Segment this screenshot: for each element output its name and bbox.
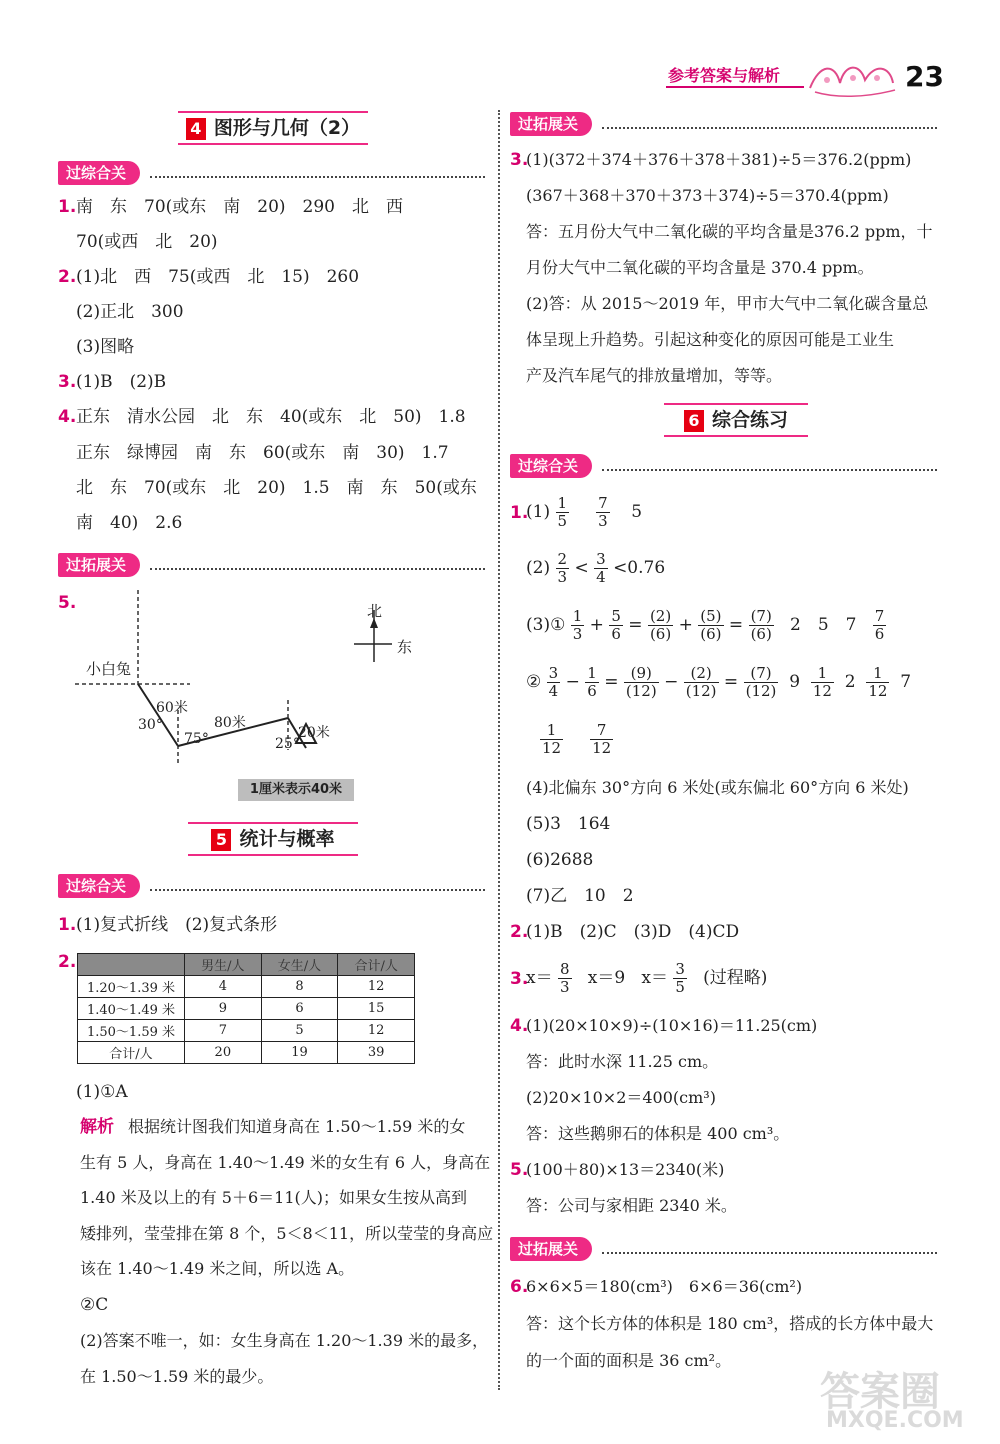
table-row — [78, 1042, 415, 1064]
fraction: $\frac{(2)}{(12)}$ — [685, 664, 717, 700]
r-q3-line6: 体呈现上升趋势。引起这种变化的原因可能是工业生 — [526, 330, 895, 349]
s1-number: 1. — [58, 915, 77, 935]
table-cell: 19 — [261, 1042, 338, 1064]
table-row — [78, 976, 415, 998]
c6-line3: 的一个面的面积是 36 cm²。 — [526, 1351, 732, 1370]
height-table — [77, 953, 415, 1064]
c1-part3-prefix: (3)① — [526, 615, 566, 635]
c1-part2-value: <0.76 — [613, 558, 666, 578]
section-4-title — [178, 111, 368, 145]
fraction: $\frac{1}{5}$ — [557, 494, 568, 530]
s2-answer-c2: 在 1.50～1.59 米的最少。 — [80, 1367, 274, 1386]
c1-part6: (5)3 164 — [526, 814, 611, 834]
c1-number: 1. — [510, 503, 529, 523]
diagram-seg1-label: 60米 — [156, 700, 188, 716]
table-header: 女生/人 — [261, 954, 338, 976]
analysis-line1: 根据统计图我们知道身高在 1.50～1.59 米的女 — [128, 1117, 466, 1136]
column-divider — [498, 110, 500, 1390]
diagram-angle1-label: 30° — [138, 717, 163, 733]
tag-guozonghe-2: 过综合关 — [58, 874, 140, 898]
table-cell: 1.40～1.49 米 — [78, 998, 185, 1020]
r-q3-line2: (367＋368＋370＋373＋374)÷5＝370.4(ppm) — [526, 186, 889, 205]
table-cell: 合计/人 — [78, 1042, 185, 1064]
fraction: $\frac{1}{6}$ — [587, 664, 597, 700]
q2-line2: (2)正北 300 — [76, 302, 184, 322]
fraction: $\frac{1}{12}$ — [812, 664, 832, 700]
header-title: 参考答案与解析 — [668, 66, 781, 85]
fraction: $\frac{5}{6}$ — [611, 607, 621, 643]
table-row — [78, 998, 415, 1020]
s2-answer-c1: (2)答案不唯一，如：女生身高在 1.20～1.39 米的最多， — [80, 1331, 489, 1350]
c1-part7: (6)2688 — [526, 850, 594, 870]
c4-line2: 答：此时水深 11.25 cm。 — [526, 1052, 719, 1071]
fraction: $\frac{8}{3}$ — [560, 960, 570, 996]
s2-answer-b: ②C — [80, 1295, 109, 1315]
c1-part4-value1: 9 — [789, 672, 801, 692]
c1-part4-value2: 2 — [844, 672, 856, 692]
q4-line3: 北 东 70(或东 北 20) 1.5 南 东 50(或东 — [76, 478, 477, 498]
r-q3-line7: 产及汽车尾气的排放量增加，等等。 — [526, 366, 783, 385]
header-decoration-icon — [805, 58, 900, 100]
table-header: 男生/人 — [185, 954, 262, 976]
c6-number: 6. — [510, 1277, 529, 1297]
fraction: $\frac{7}{3}$ — [598, 494, 608, 530]
watermark-url: MXQE.COM — [826, 1408, 964, 1433]
c1-part2 — [526, 550, 665, 586]
q1-number: 1. — [58, 197, 77, 217]
c1-part2-prefix: (2) — [526, 558, 551, 578]
table-cell: 5 — [261, 1020, 338, 1042]
fraction: $\frac{2}{3}$ — [557, 550, 568, 586]
q1-line2: 70(或西 北 20) — [76, 232, 218, 252]
page-number: 23 — [905, 60, 944, 93]
fraction: $\frac{3}{4}$ — [548, 664, 559, 700]
analysis-line4: 矮排列，莹莹排在第 8 个，5＜8＜11，所以莹莹的身高应 — [80, 1224, 494, 1243]
c5-line2: 答：公司与家相距 2340 米。 — [526, 1196, 737, 1215]
c4-line4: 答：这些鹅卵石的体积是 400 cm³。 — [526, 1124, 790, 1143]
tag-dots-2 — [150, 568, 485, 570]
c1-part3: (3)① $\frac{1}{3}$ + $\frac{5}{6}$ = $\frac{(2)}{(6)}$ + $\frac{(5)}{(6)}$ = $\frac{(7)}{(6)}$ 2 5 7 $\frac{7}{6}$ — [526, 607, 885, 643]
fraction: $\frac{(9)}{(12)}$ — [625, 664, 657, 700]
c4-number: 4. — [510, 1016, 529, 1036]
r-q3-number: 3. — [510, 150, 529, 170]
section-4-number: 4 — [186, 118, 206, 140]
section-5-number: 5 — [211, 829, 231, 851]
section-6-label: 综合练习 — [711, 409, 788, 431]
c1-part2-compare: < — [574, 558, 589, 578]
c3-eq1: x＝ — [526, 968, 553, 988]
c1-part8: (7)乙 10 2 — [526, 886, 634, 906]
r-q3-line4: 月份大气中二氧化碳的平均含量是 370.4 ppm。 — [526, 258, 874, 277]
section-6-title — [664, 403, 808, 437]
table-cell: 12 — [338, 976, 415, 998]
tag-guozonghe-3: 过综合关 — [510, 454, 592, 478]
table-cell: 1.20～1.39 米 — [78, 976, 185, 998]
fraction: $\frac{(2)}{(6)}$ — [649, 607, 672, 643]
c2-line1: (1)B (2)C (3)D (4)CD — [526, 922, 740, 942]
fraction: $\frac{7}{6}$ — [874, 607, 885, 643]
table-cell: 4 — [185, 976, 262, 998]
c3-eq3: x＝ — [641, 968, 668, 988]
s2-number: 2. — [58, 952, 77, 972]
tag-dots-3 — [150, 889, 485, 891]
c3-eq2: x＝9 — [587, 968, 626, 988]
table-cell: 8 — [261, 976, 338, 998]
diagram-seg3-label: 20米 — [298, 725, 330, 741]
q4-number: 4. — [58, 407, 77, 427]
fraction: $\frac{1}{12}$ — [542, 721, 562, 757]
q1-line1: 南 东 70(或东 南 20) 290 北 西 — [76, 197, 403, 217]
c1-part1-value: 5 — [631, 502, 643, 522]
watermark-logo: 答案圈 — [820, 1369, 940, 1415]
fraction: $\frac{3}{5}$ — [675, 960, 685, 996]
section-5-title — [188, 822, 358, 856]
fraction: $\frac{7}{12}$ — [592, 721, 612, 757]
table-header-row — [78, 954, 415, 976]
c1-part4: ② $\frac{3}{4}$ − $\frac{1}{6}$ = $\frac{(9)}{(12)}$ − $\frac{(2)}{(12)}$ = $\frac{(7)}{(12)}$ 9 $\frac{1}{12}$ 2 $\frac{1}{12}$ 7 — [526, 664, 912, 700]
r-q3-line5: (2)答：从 2015～2019 年，甲市大气中二氧化碳含量总 — [526, 294, 929, 313]
tag-dots-1 — [150, 176, 485, 178]
q3-number: 3. — [58, 372, 77, 392]
c1-part3-values: 2 5 7 — [790, 615, 857, 635]
c1-part4-prefix: ② — [526, 672, 542, 692]
c4-line1: (1)(20×10×9)÷(10×16)＝11.25(cm) — [526, 1016, 818, 1035]
table-header: 合计/人 — [338, 954, 415, 976]
q4-line2: 正东 绿博园 南 东 60(或东 南 30) 1.7 — [76, 443, 449, 463]
c2-number: 2. — [510, 922, 529, 942]
tag-dots-4 — [602, 127, 937, 129]
analysis-line2: 生有 5 人，身高在 1.40～1.49 米的女生有 6 人，身高在 — [80, 1153, 491, 1172]
header-underline — [666, 86, 804, 88]
s2-answer-a: (1)①A — [76, 1082, 128, 1102]
r-q3-line3: 答：五月份大气中二氧化碳的平均含量是376.2 ppm，十 — [526, 222, 933, 241]
tag-guotuozhan-2: 过拓展关 — [510, 112, 592, 136]
diagram-seg2-label: 80米 — [214, 715, 246, 731]
analysis-line3: 1.40 米及以上的有 5＋6＝11(人)；如果女生按从高到 — [80, 1188, 468, 1207]
tag-guotuozhan-1: 过拓展关 — [58, 553, 140, 577]
q4-line1: 正东 清水公园 北 东 40(或东 北 50) 1.8 — [76, 407, 466, 427]
q2-line3: (3)图略 — [76, 337, 135, 357]
c4-line3: (2)20×10×2＝400(cm³) — [526, 1088, 716, 1107]
section-6-number: 6 — [684, 410, 704, 432]
table-cell: 39 — [338, 1042, 415, 1064]
c3-note: (过程略) — [703, 968, 768, 988]
table-cell: 15 — [338, 998, 415, 1020]
tag-dots-5 — [602, 469, 937, 471]
diagram-north-label: 北 — [367, 602, 383, 620]
q5-number: 5. — [58, 593, 77, 613]
s1-line1: (1)复式折线 (2)复式条形 — [76, 915, 278, 935]
fraction: $\frac{3}{4}$ — [596, 550, 606, 586]
c1-part4-cont — [540, 721, 613, 757]
fraction: $\frac{(7)}{(6)}$ — [750, 607, 772, 643]
table-cell: 1.50～1.59 米 — [78, 1020, 185, 1042]
table-cell: 20 — [185, 1042, 262, 1064]
tag-dots-6 — [602, 1252, 937, 1254]
c6-line2: 答：这个长方体的体积是 180 cm³，搭成的长方体中最大 — [526, 1314, 934, 1333]
table-cell: 9 — [185, 998, 262, 1020]
diagram-east-label: 东 — [397, 638, 413, 656]
c5-line1: (100＋80)×13＝2340(米) — [526, 1160, 725, 1179]
c3-line1 — [526, 960, 767, 996]
table-header — [78, 954, 185, 976]
c1-part5: (4)北偏东 30°方向 6 米处(或东偏北 60°方向 6 米处) — [526, 778, 909, 797]
fraction: $\frac{1}{3}$ — [572, 607, 583, 643]
section-4-label: 图形与几何（2） — [213, 117, 361, 139]
fraction: $\frac{1}{12}$ — [868, 664, 888, 700]
analysis-line5: 该在 1.40～1.49 米之间，所以选 A。 — [80, 1259, 355, 1278]
table-cell: 7 — [185, 1020, 262, 1042]
fraction: $\frac{(7)}{(12)}$ — [745, 664, 777, 700]
q2-number: 2. — [58, 267, 77, 287]
table-row — [78, 1020, 415, 1042]
c1-part1-prefix: (1) — [526, 502, 551, 522]
diagram-scale-note: 1厘米表示40米 — [238, 779, 354, 801]
analysis-label: 解析 — [80, 1117, 114, 1137]
c1-part4-value3: 7 — [900, 672, 912, 692]
tag-guozonghe-1: 过综合关 — [58, 161, 140, 185]
q4-line4: 南 40) 2.6 — [76, 513, 183, 533]
q2-line1: (1)北 西 75(或西 北 15) 260 — [76, 267, 360, 287]
tag-guotuozhan-3: 过拓展关 — [510, 1237, 592, 1261]
q3-line1: (1)B (2)B — [76, 372, 167, 392]
diagram-angle2-label: 75° — [184, 731, 209, 747]
c1-part1 — [526, 494, 642, 530]
r-q3-line1: (1)(372＋374＋376＋378＋381)÷5＝376.2(ppm) — [526, 150, 912, 169]
c6-line1: 6×6×5＝180(cm³) 6×6＝36(cm²) — [526, 1277, 803, 1296]
section-5-label: 统计与概率 — [239, 828, 335, 850]
c5-number: 5. — [510, 1160, 529, 1180]
diagram-angle3-label: 25° — [275, 736, 300, 752]
c3-number: 3. — [510, 969, 529, 989]
table-cell: 6 — [261, 998, 338, 1020]
diagram-rabbit-label: 小白兔 — [86, 660, 132, 678]
fraction: $\frac{(5)}{(6)}$ — [700, 607, 722, 643]
table-cell: 12 — [338, 1020, 415, 1042]
